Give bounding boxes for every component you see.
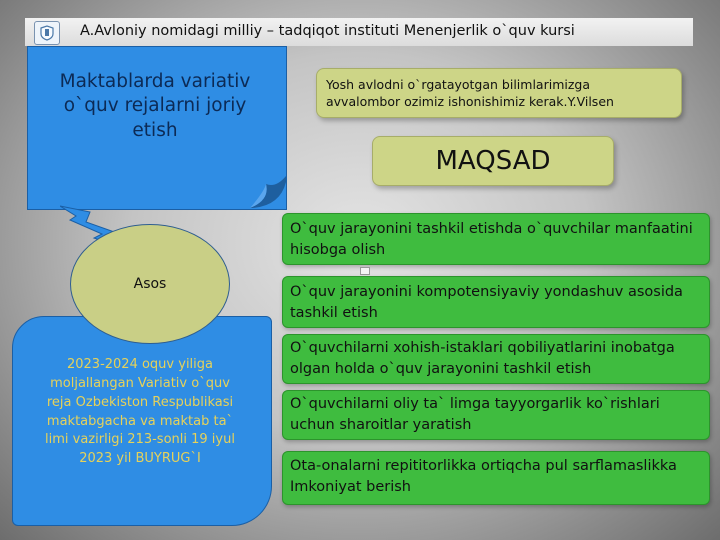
goal-text (290, 456, 677, 497)
topic-line: Maktablarda variativ (59, 71, 251, 92)
topic-line: etish (132, 119, 178, 141)
goal-line: uchun sharoitlar yaratish (290, 416, 472, 433)
maqsad-box (372, 136, 614, 186)
quote-text (326, 76, 678, 111)
header-title: A.Avloniy nomidagi milliy – tadqiqot instituti Menenjerlik o`quv kursi (80, 23, 575, 39)
citation-text (25, 356, 255, 469)
citation-line: limi vazirligi 213-sonli 19 iyul (45, 432, 235, 448)
goal-line: O`quvchilarni oliy ta` limga tayyorgarlik ko`rishlari (290, 396, 660, 412)
citation-line: reja Ozbekiston Respublikasi (46, 394, 234, 410)
goal-line: O`quv jarayonini kompotensiyaviy yondashuv asosida (290, 284, 683, 300)
citation-line: maktabgacha va maktab ta` (46, 413, 234, 429)
goal-text (290, 338, 675, 379)
citation-line: 2023 yil BUYRUG`I (79, 451, 201, 467)
goal-line: olgan holda o`quv jarayonini tashkil etish (290, 360, 592, 377)
page-curl-icon (250, 176, 286, 208)
goal-text (290, 282, 683, 323)
cursor-marker (360, 267, 370, 275)
goal-text (290, 394, 660, 435)
asos-oval (70, 224, 230, 344)
goal-line: Imkoniyat berish (290, 478, 411, 495)
institute-logo-icon (34, 21, 60, 45)
goal-line: hisobga olish (290, 241, 386, 258)
goal-line: O`quv jarayonini tashkil etishda o`quvchilar manfaatini (290, 221, 693, 237)
goal-line: tashkil etish (290, 304, 378, 321)
goal-text (290, 219, 693, 260)
citation-line: 2023-2024 oquv yiliga (66, 357, 213, 372)
quote-line: avvalombor ozimiz ishonishimiz kerak.Y.Vilsen (326, 94, 614, 110)
asos-label: Asos (133, 276, 167, 292)
citation-line: moljallangan Variativ o`quv (50, 375, 230, 391)
topic-card-title (40, 70, 270, 143)
goal-line: Ota-onalarni repititorlikka ortiqcha pul sarflamaslikka (290, 458, 677, 474)
goal-line: O`quvchilarni xohish-istaklari qobiliyatlarini inobatga (290, 340, 675, 356)
maqsad-label: MAQSAD (435, 146, 551, 176)
topic-line: o`quv rejalarni joriy (63, 95, 247, 117)
quote-line: Yosh avlodni o`rgatayotgan bilimlarimizga (326, 77, 591, 92)
